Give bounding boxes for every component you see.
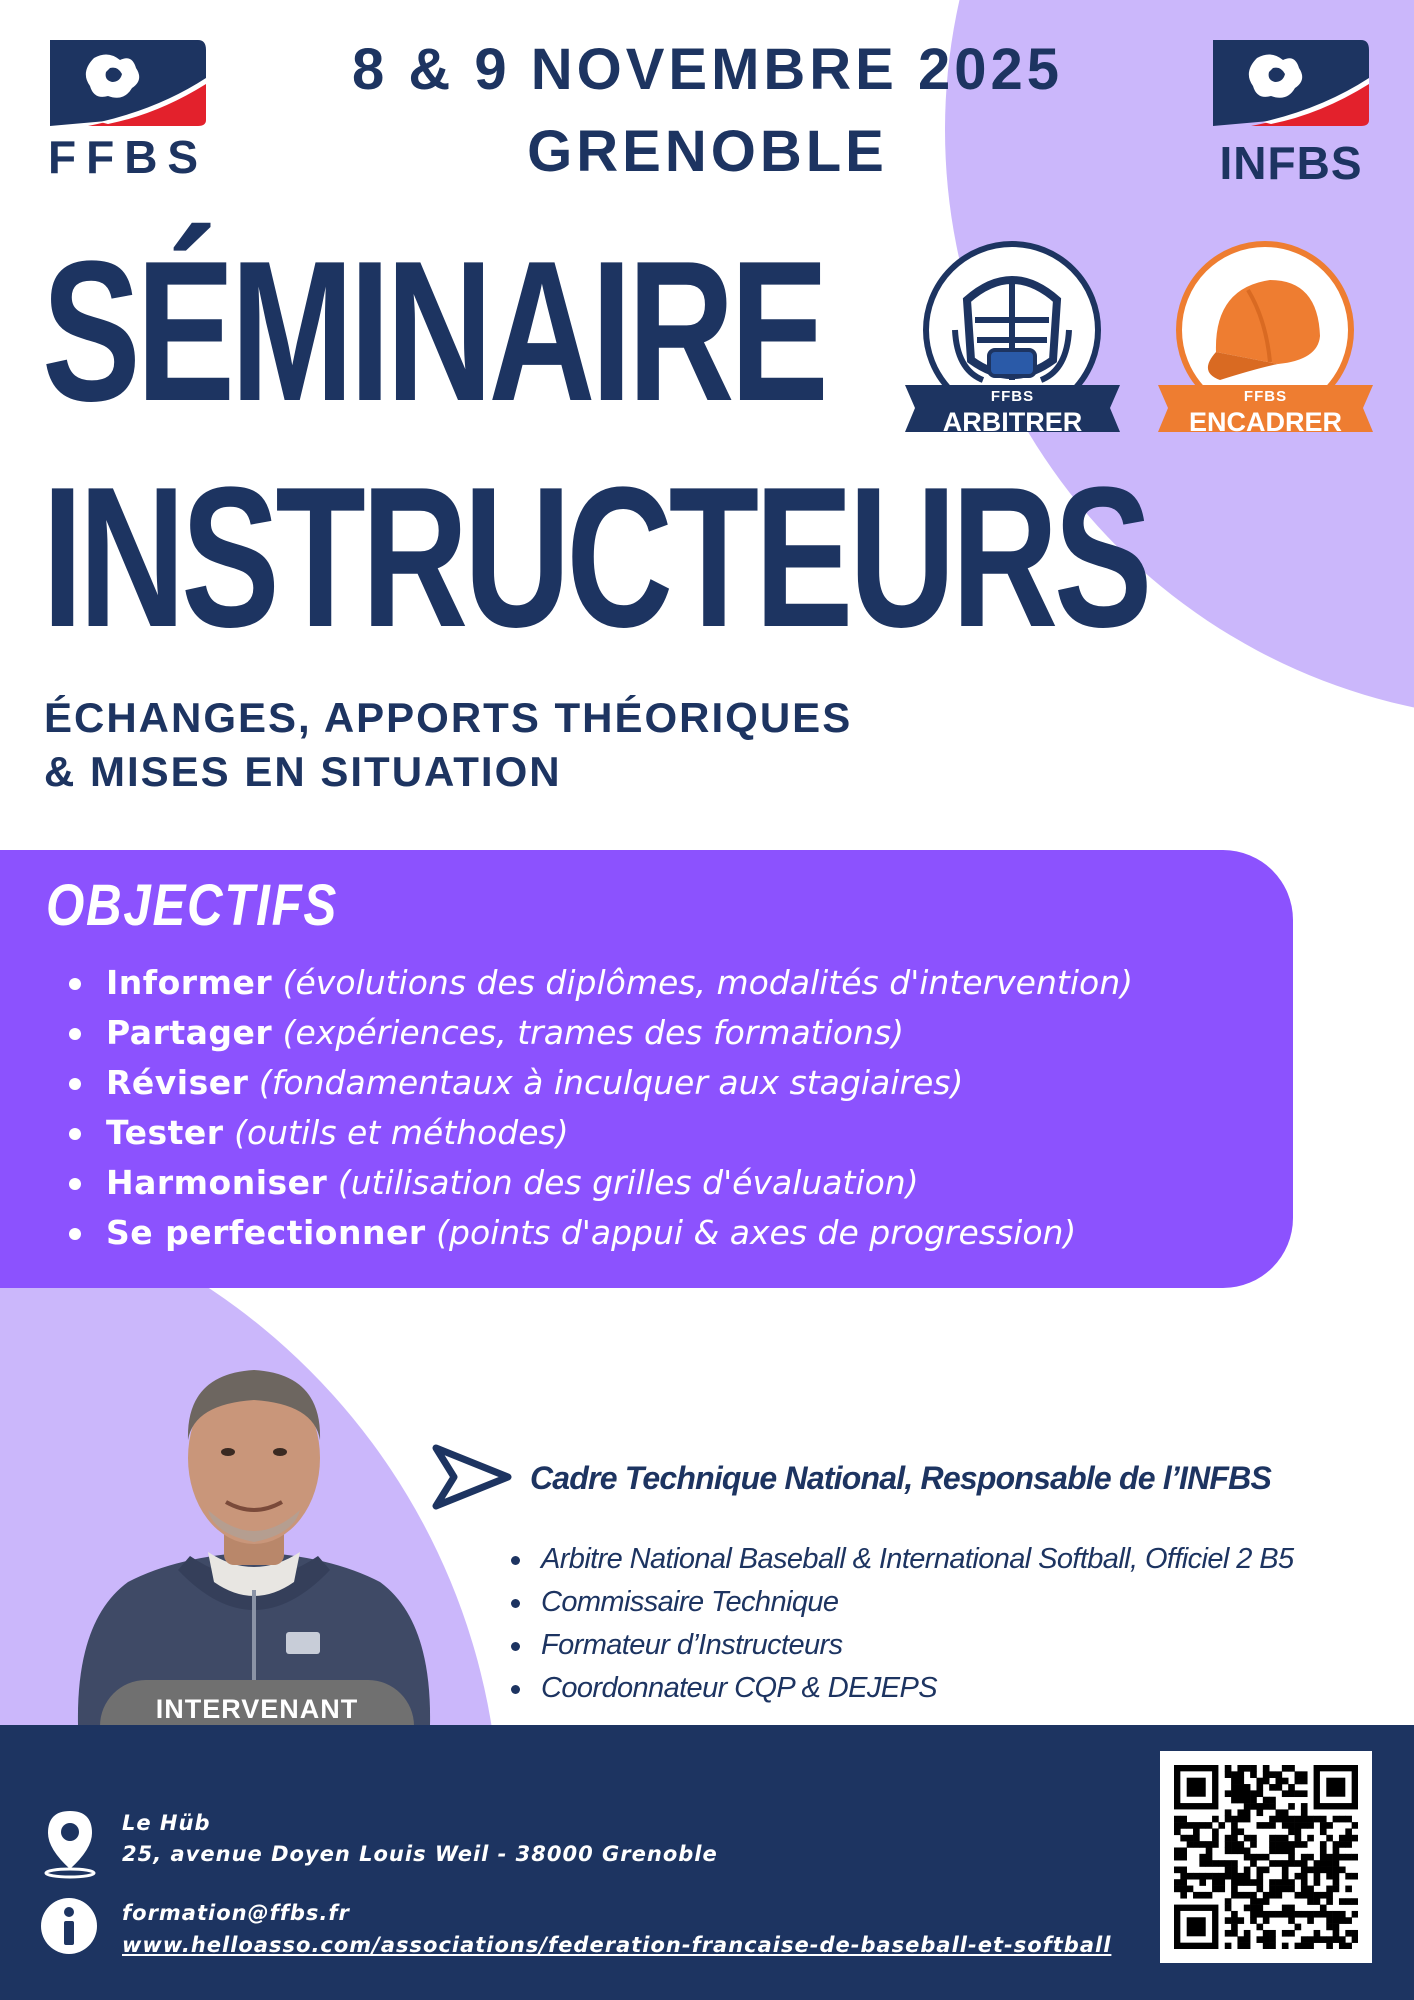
registration-link[interactable]: www.helloasso.com/associations/federation-francaise-de-baseball-et-softball [122,1933,1112,1957]
title-line-1: SÉMINAIRE [42,220,825,443]
objectif-verb: Informer [106,963,273,1002]
objectif-item [66,1008,1133,1058]
objectif-item [66,1108,1133,1158]
objectif-detail: (utilisation des grilles d'évaluation) [337,1163,919,1202]
infbs-logo [1210,38,1372,188]
badge-encadrer-brand: FFBS [1243,388,1288,405]
infbs-shield-icon [1210,38,1372,128]
badge-encadrer-label: ENCADRER [1188,407,1342,437]
subtitle-line-1: ÉCHANGES, APPORTS THÉORIQUES [44,694,853,741]
contact-email[interactable]: formation@ffbs.fr [122,1901,350,1925]
objectif-item [66,1158,1133,1208]
title-line-2: INSTRUCTEURS [42,446,1149,669]
info-icon [40,1897,98,1955]
location-pin-icon [40,1807,100,1879]
objectif-detail: (évolutions des diplômes, modalités d'intervention) [282,963,1133,1002]
venue-name: Le Hüb [122,1811,211,1835]
objectif-verb: Se perfectionner [106,1213,426,1252]
credential-item: Commissaire Technique [510,1581,1293,1624]
credential-item: Coordonnateur CQP & DEJEPS [510,1667,1293,1710]
badge-arbitrer-label: ARBITRER [942,407,1083,437]
objectifs-list [66,958,1133,1258]
event-city: GRENOBLE [527,119,888,184]
qr-code-icon [1174,1765,1358,1949]
speaker-position: Cadre Technique National, Responsable de l’INFBS [530,1460,1272,1496]
objectif-item [66,1058,1133,1108]
qr-code[interactable] [1160,1751,1372,1963]
objectif-item [66,1208,1133,1258]
objectif-detail: (fondamentaux à inculquer aux stagiaires) [258,1063,964,1102]
objectif-verb: Harmoniser [106,1163,328,1202]
badge-encadrer [1158,240,1373,450]
badge-arbitrer [905,240,1120,450]
badge-arbitrer-brand: FFBS [990,388,1035,405]
objectif-verb: Partager [106,1013,273,1052]
event-date: 8 & 9 NOVEMBRE 2025 [351,37,1064,102]
subtitle-line-2: & MISES EN SITUATION [44,748,562,795]
objectif-verb: Tester [106,1113,224,1152]
credential-item: Formateur d’Instructeurs [510,1624,1293,1667]
objectifs-heading: OBJECTIFS [46,873,338,938]
objectif-verb: Réviser [106,1063,249,1102]
ffbs-logo [48,38,209,183]
speaker-role: INTERVENANT [155,1694,359,1724]
objectif-detail: (points d'appui & axes de progression) [436,1213,1077,1252]
objectif-item [66,958,1133,1008]
objectif-detail: (outils et méthodes) [234,1113,569,1152]
ffbs-shield-icon [48,38,208,128]
objectif-detail: (expériences, trames des formations) [282,1013,905,1052]
credential-item: Arbitre National Baseball & International Softball, Officiel 2 B5 [510,1538,1293,1581]
speaker-credentials [510,1538,1293,1710]
venue-address: 25, avenue Doyen Louis Weil - 38000 Grenoble [122,1842,718,1866]
speaker-photo [68,1320,440,1725]
arrow-icon [430,1442,514,1512]
objectifs-panel [0,850,1293,1288]
infbs-logo-text: INFBS [1219,137,1363,189]
ffbs-logo-text: FFBS [48,131,209,183]
